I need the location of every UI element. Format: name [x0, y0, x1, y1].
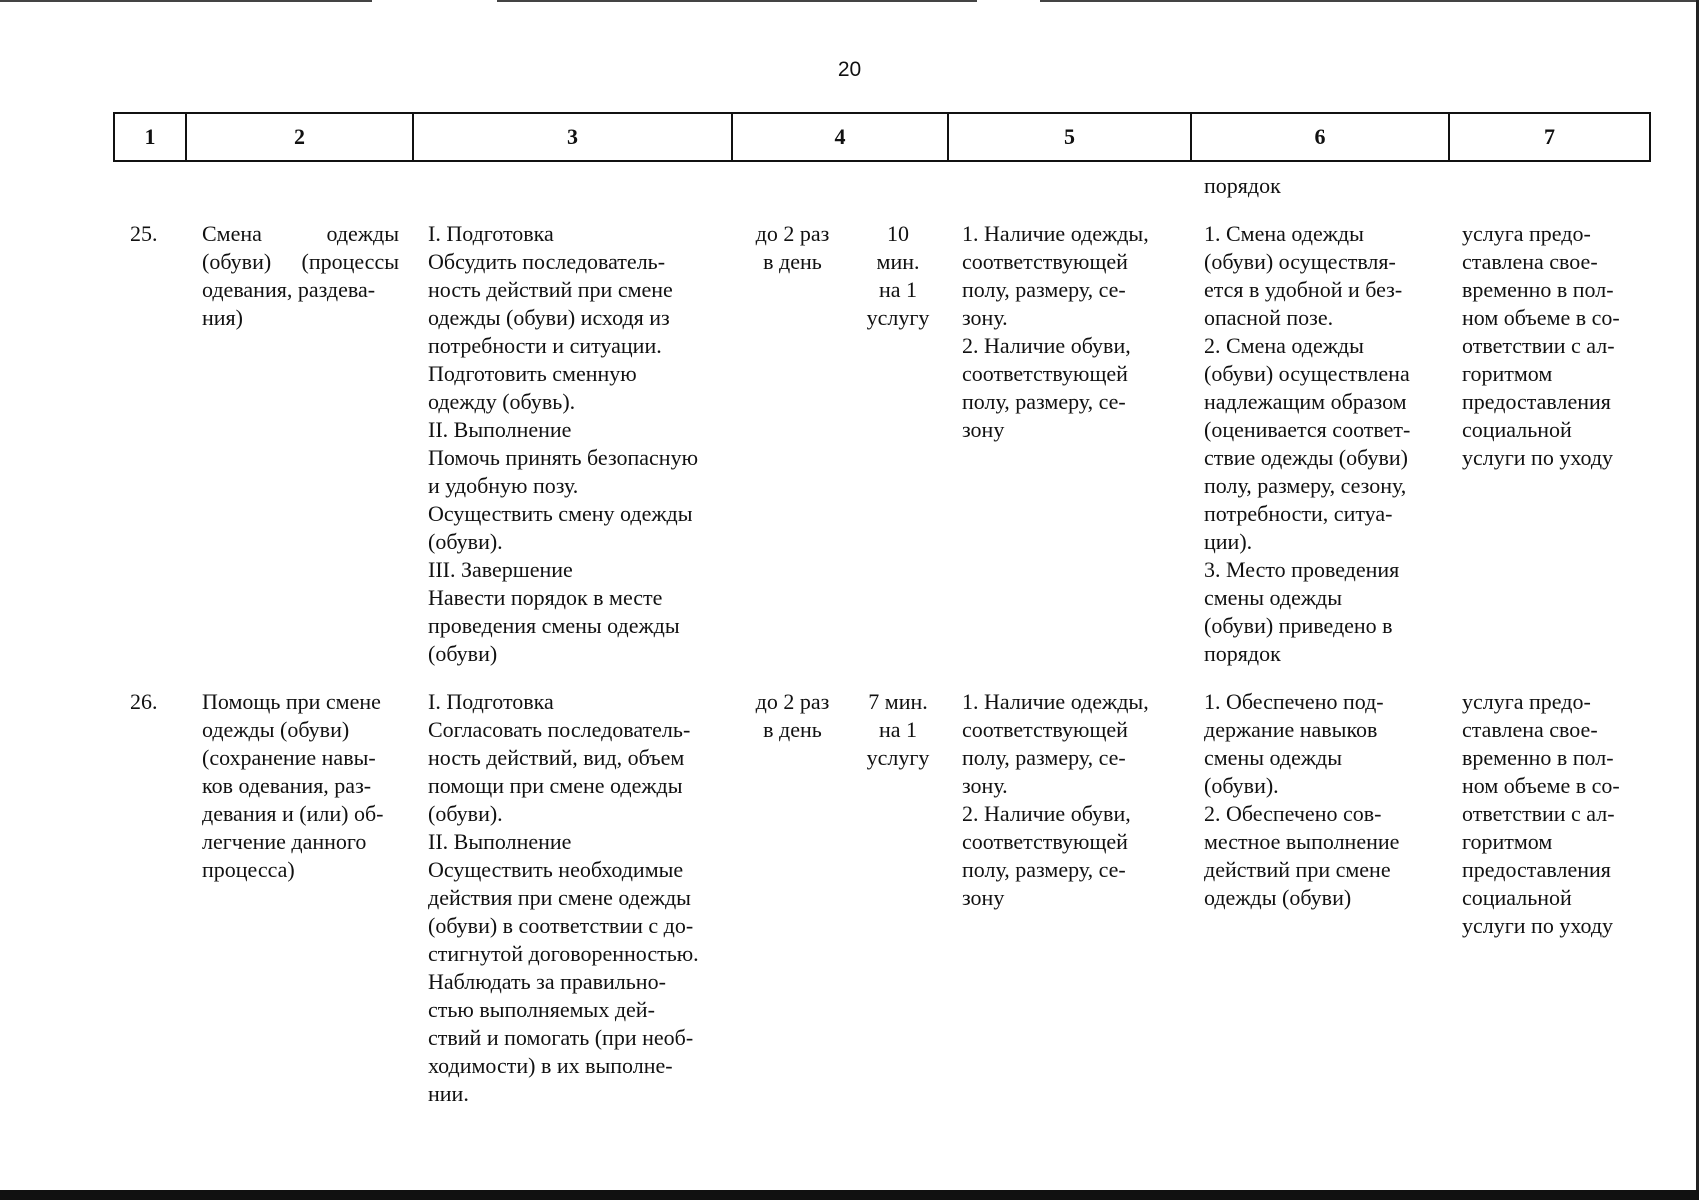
row-25-quality-line: надлежащим образом — [1204, 389, 1407, 414]
row-26-conditions-line: 2. Наличие обуви, — [962, 801, 1131, 826]
row-26-conditions-line: 1. Наличие одежды, — [962, 689, 1149, 714]
row-26-service-line: легчение данного — [202, 829, 367, 854]
row-25-conditions-line: 1. Наличие одежды, — [962, 221, 1149, 246]
row-25-quality-line: потребности, ситуа- — [1204, 501, 1393, 526]
row-25-service-text-end: ния) — [202, 305, 243, 330]
row-26-quality — [1204, 688, 1434, 912]
row-25-result — [1462, 220, 1632, 472]
row-26-service-name — [202, 688, 399, 884]
row-25-quality-line: 1. Смена одежды — [1204, 221, 1364, 246]
row-25-result-line: ном объеме в со- — [1462, 305, 1620, 330]
scan-edge-top-middle — [497, 0, 977, 2]
row-25-actions-line: Навести порядок в месте — [428, 585, 663, 610]
row-25-conditions-line: соответствующей — [962, 361, 1128, 386]
row-25-frequency-line: в день — [763, 249, 822, 274]
scan-edge-bottom — [0, 1190, 1699, 1200]
row-26-actions-line: Наблюдать за правильно- — [428, 969, 666, 994]
row-25-service-text: Смена одежды (обуви) (процессы одевания, раздева- — [202, 221, 399, 302]
row-26-actions-line: помощи при смене одежды — [428, 773, 683, 798]
row-26-service-line: девания и (или) об- — [202, 801, 384, 826]
row-26-quality-line: 1. Обеспечено под- — [1204, 689, 1384, 714]
row-26-service-line: ков одевания, раз- — [202, 773, 372, 798]
row-25-actions-line: ность действий при смене — [428, 277, 673, 302]
scan-edge-top-left — [0, 0, 372, 2]
row-25-actions-line: III. Завершение — [428, 557, 573, 582]
row-26-conditions-line: зону — [962, 885, 1005, 910]
row-25-actions-line: II. Выполнение — [428, 417, 572, 442]
column-header-row — [114, 113, 1650, 161]
row-26-quality-line: действий при смене — [1204, 857, 1391, 882]
row-26-quality-line: одежды (обуви) — [1204, 885, 1352, 910]
row-25-quality-line: ствие одежды (обуви) — [1204, 445, 1408, 470]
row-25-quality-line: 2. Смена одежды — [1204, 333, 1364, 358]
row-26-conditions — [962, 688, 1177, 912]
row-26-frequency-line: до 2 раз — [755, 689, 830, 714]
row-26-result-line: услуга предо- — [1462, 689, 1591, 714]
row-26-result-line: ставлена свое- — [1462, 717, 1598, 742]
row-26-conditions-line: полу, размеру, се- — [962, 745, 1126, 770]
row-25-conditions-line: полу, размеру, се- — [962, 277, 1126, 302]
row-25-time-line: мин. — [876, 249, 920, 274]
column-header-2: 2 — [186, 113, 413, 161]
row-26-actions-line: ствий и помогать (при необ- — [428, 1025, 694, 1050]
row-25-actions-line: I. Подготовка — [428, 221, 554, 246]
row-25-result-line: предоставления — [1462, 389, 1611, 414]
row-25-actions-line: проведения смены одежды — [428, 613, 680, 638]
row-26-service-line: процесса) — [202, 857, 295, 882]
row-25-result-line: социальной — [1462, 417, 1572, 442]
row-25-quality-line: смены одежды — [1204, 585, 1343, 610]
row-25-time-line: 10 — [887, 221, 909, 246]
row-25-actions-line: Осуществить смену одежды — [428, 501, 693, 526]
row-26-quality-line: местное выполнение — [1204, 829, 1400, 854]
row-25-conditions-line: полу, размеру, се- — [962, 389, 1126, 414]
row-25-quality-line: полу, размеру, сезону, — [1204, 473, 1407, 498]
row-26-result-line: ответствии с ал- — [1462, 801, 1615, 826]
row-26-conditions-line: соответствующей — [962, 717, 1128, 742]
row-25-actions-line: одежды (обуви) исходя из — [428, 305, 670, 330]
row-25-actions-line: (обуви). — [428, 529, 503, 554]
row-25-actions-line: потребности и ситуации. — [428, 333, 662, 358]
row-25-quality-line: ется в удобной и без- — [1204, 277, 1403, 302]
row-26-result-line: предоставления — [1462, 857, 1611, 882]
scan-edge-top-right — [1040, 0, 1699, 2]
column-header-5: 5 — [948, 113, 1191, 161]
row-25-result-line: горитмом — [1462, 361, 1553, 386]
row-25-quality-line: порядок — [1204, 641, 1281, 666]
row-25-result-line: ответствии с ал- — [1462, 333, 1615, 358]
row-26-service-line: Помощь при смене — [202, 689, 381, 714]
row-25-actions-line: одежду (обувь). — [428, 389, 576, 414]
column-header-1: 1 — [114, 113, 186, 161]
row-25-time-line: на 1 — [878, 277, 918, 302]
row-26-time-line: 7 мин. — [868, 689, 928, 714]
row-25-time-line: услугу — [866, 305, 930, 330]
row-26-frequency-line: в день — [763, 717, 822, 742]
row-25-quality-line: (обуви) осуществля- — [1204, 249, 1396, 274]
row-26-actions-line: (обуви). — [428, 801, 503, 826]
row-25-actions-line: (обуви) — [428, 641, 498, 666]
row-26-actions-line: нии. — [428, 1081, 469, 1106]
row-26-actions-line: Осуществить необходимые — [428, 857, 684, 882]
row-25-quality-line: ции). — [1204, 529, 1253, 554]
row-26-result-line: временно в пол- — [1462, 745, 1614, 770]
column-header-3: 3 — [413, 113, 732, 161]
row-26-conditions-line: зону. — [962, 773, 1008, 798]
continuation-text: порядок — [1204, 173, 1281, 198]
row-25-quality — [1204, 220, 1434, 668]
row-26-result-line: социальной — [1462, 885, 1572, 910]
row-26-actions-line: (обуви) в соответствии с до- — [428, 913, 694, 938]
row-26-service-line: (сохранение навы- — [202, 745, 376, 770]
row-25-result-line: временно в пол- — [1462, 277, 1614, 302]
row-25-number: 25. — [130, 221, 158, 246]
row-26-actions-line: II. Выполнение — [428, 829, 572, 854]
page-number: 20 — [837, 58, 862, 81]
row-25-quality-line: (оценивается соответ- — [1204, 417, 1411, 442]
row-26-time-line: на 1 — [878, 717, 918, 742]
column-header-table — [113, 112, 1651, 162]
row-25-frequency — [740, 220, 845, 276]
row-25-actions-line: и удобную позу. — [428, 473, 579, 498]
row-26-actions-line: действия при смене одежды — [428, 885, 691, 910]
row-26-number: 26. — [130, 689, 158, 714]
row-26-quality-line: смены одежды — [1204, 745, 1343, 770]
row-25-conditions — [962, 220, 1177, 444]
row-25-frequency-line: до 2 раз — [755, 221, 830, 246]
row-25-quality-line: (обуви) приведено в — [1204, 613, 1393, 638]
row-26-conditions-line: полу, размеру, се- — [962, 857, 1126, 882]
row-26-actions-line: стигнутой договоренностью. — [428, 941, 699, 966]
row-26-time — [853, 688, 943, 772]
row-25-service-name — [202, 220, 399, 332]
row-26-time-line: услугу — [866, 745, 930, 770]
row-25-conditions-line: зону. — [962, 305, 1008, 330]
row-26-actions-line: I. Подготовка — [428, 689, 554, 714]
column-header-4: 4 — [732, 113, 948, 161]
row-25-conditions-line: зону — [962, 417, 1005, 442]
row-26-actions-line: стью выполняемых дей- — [428, 997, 655, 1022]
row-25-quality-line: (обуви) осуществлена — [1204, 361, 1410, 386]
row-26-result-line: услуги по уходу — [1462, 913, 1614, 938]
row-26-quality-line: 2. Обеспечено сов- — [1204, 801, 1382, 826]
row-25-result-line: услуга предо- — [1462, 221, 1591, 246]
row-25-actions-line: Обсудить последователь- — [428, 249, 666, 274]
row-26-actions — [428, 688, 718, 1108]
row-25-conditions-line: 2. Наличие обуви, — [962, 333, 1131, 358]
row-25-quality-line: 3. Место проведения — [1204, 557, 1400, 582]
row-26-result-line: горитмом — [1462, 829, 1553, 854]
row-26-conditions-line: соответствующей — [962, 829, 1128, 854]
row-26-actions-line: ность действий, вид, объем — [428, 745, 685, 770]
row-26-quality-line: держание навыков — [1204, 717, 1378, 742]
row-25-actions-line: Помочь принять безопасную — [428, 445, 699, 470]
row-26-service-line: одежды (обуви) — [202, 717, 350, 742]
column-header-6: 6 — [1191, 113, 1449, 161]
row-25-result-line: услуги по уходу — [1462, 445, 1614, 470]
column-header-7: 7 — [1449, 113, 1650, 161]
row-25-time — [853, 220, 943, 332]
row-26-result — [1462, 688, 1632, 940]
row-25-quality-line: опасной позе. — [1204, 305, 1334, 330]
row-25-result-line: ставлена свое- — [1462, 249, 1598, 274]
row-25-actions-line: Подготовить сменную — [428, 361, 637, 386]
row-25-conditions-line: соответствующей — [962, 249, 1128, 274]
row-26-quality-line: (обуви). — [1204, 773, 1279, 798]
row-26-actions-line: ходимости) в их выполне- — [428, 1053, 673, 1078]
row-26-result-line: ном объеме в со- — [1462, 773, 1620, 798]
row-26-actions-line: Согласовать последователь- — [428, 717, 691, 742]
row-25-actions — [428, 220, 718, 668]
row-26-frequency — [740, 688, 845, 744]
